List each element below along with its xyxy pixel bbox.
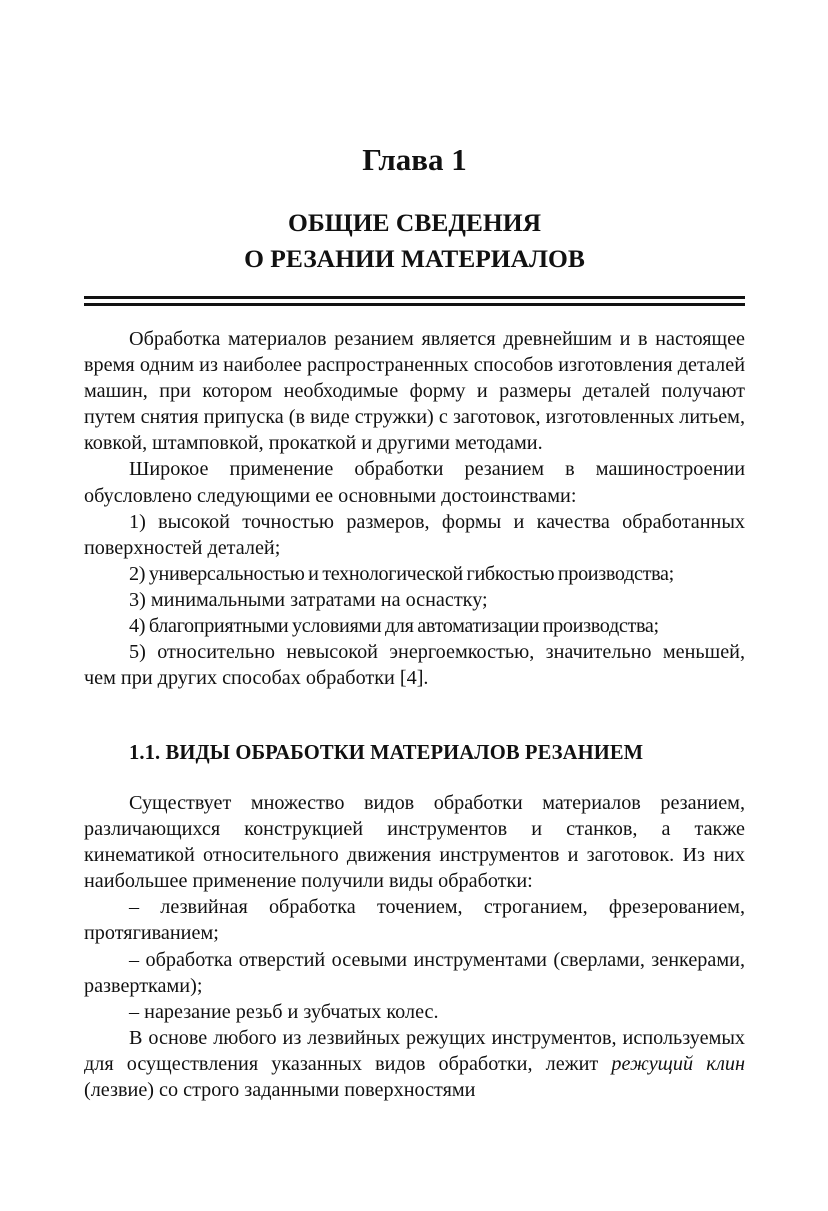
section-heading: 1.1. ВИДЫ ОБРАБОТКИ МАТЕРИАЛОВ РЕЗАНИЕМ [129, 742, 644, 764]
title-divider-top [84, 296, 745, 299]
title-divider-bottom [84, 303, 745, 306]
chapter-title-line-2: О РЕЗАНИИ МАТЕРИАЛОВ [244, 244, 585, 273]
processing-type-3: – нарезание резьб и зубчатых колес. [129, 1000, 439, 1023]
section-paragraph-2 [84, 1025, 745, 1103]
section-paragraph-2-end: (лезвие) со строго заданными поверхностями [84, 1079, 476, 1102]
advantage-item-1: 1) высокой точностью размеров, формы и качества обработанных поверхностей деталей; [84, 510, 745, 559]
chapter-title-line-1: ОБЩИЕ СВЕДЕНИЯ [288, 208, 541, 237]
intro-paragraph-1: Обработка материалов резанием является древнейшим и в настоящее время одним из наиболее распространенных способов изготовления деталей машин, при котором необходимые форму и размеры деталей получают путем снятия припуска (в виде стружки) с заготовок, изготовленных литьем, ковкой, штамповкой, прокаткой и другими методами. [84, 328, 745, 455]
advantage-item-3: 3) минимальными затратами на оснастку; [129, 588, 488, 611]
processing-type-1: – лезвийная обработка точением, строганием, фрезерованием, протягиванием; [84, 896, 745, 945]
cutting-wedge-term: режущий клин [611, 1052, 745, 1075]
processing-type-2: – обработка отверстий осевыми инструментами (сверлами, зенкерами, развертками); [84, 948, 745, 997]
chapter-label: Глава 1 [362, 142, 467, 177]
section-text [84, 790, 745, 1103]
advantage-item-5: 5) относительно невысокой энергоемкостью, значительно меньшей, чем при других способах обработки [4]. [84, 641, 745, 690]
intro-paragraph-2: Широкое применение обработки резанием в машиностроении обусловлено следующими ее основными достоинствами: [84, 458, 745, 507]
intro-text [84, 326, 745, 691]
advantage-item-2: 2) универсальностью и технологической гибкостью производства; [129, 562, 674, 585]
advantage-item-4: 4) благоприятными условиями для автоматизации производства; [129, 615, 659, 638]
section-paragraph-1: Существует множество видов обработки материалов резанием, различающихся конструкцией инструментов и станков, а также кинематикой относительного движения инструментов и заготовок. Из них наибольшее применение получили виды обработки: [84, 792, 745, 893]
chapter-title [84, 205, 745, 277]
section-paragraph-2-start: В основе любого из лезвийных режущих инструментов, используемых для осуществления указанных видов обработки, лежит [84, 1026, 745, 1075]
